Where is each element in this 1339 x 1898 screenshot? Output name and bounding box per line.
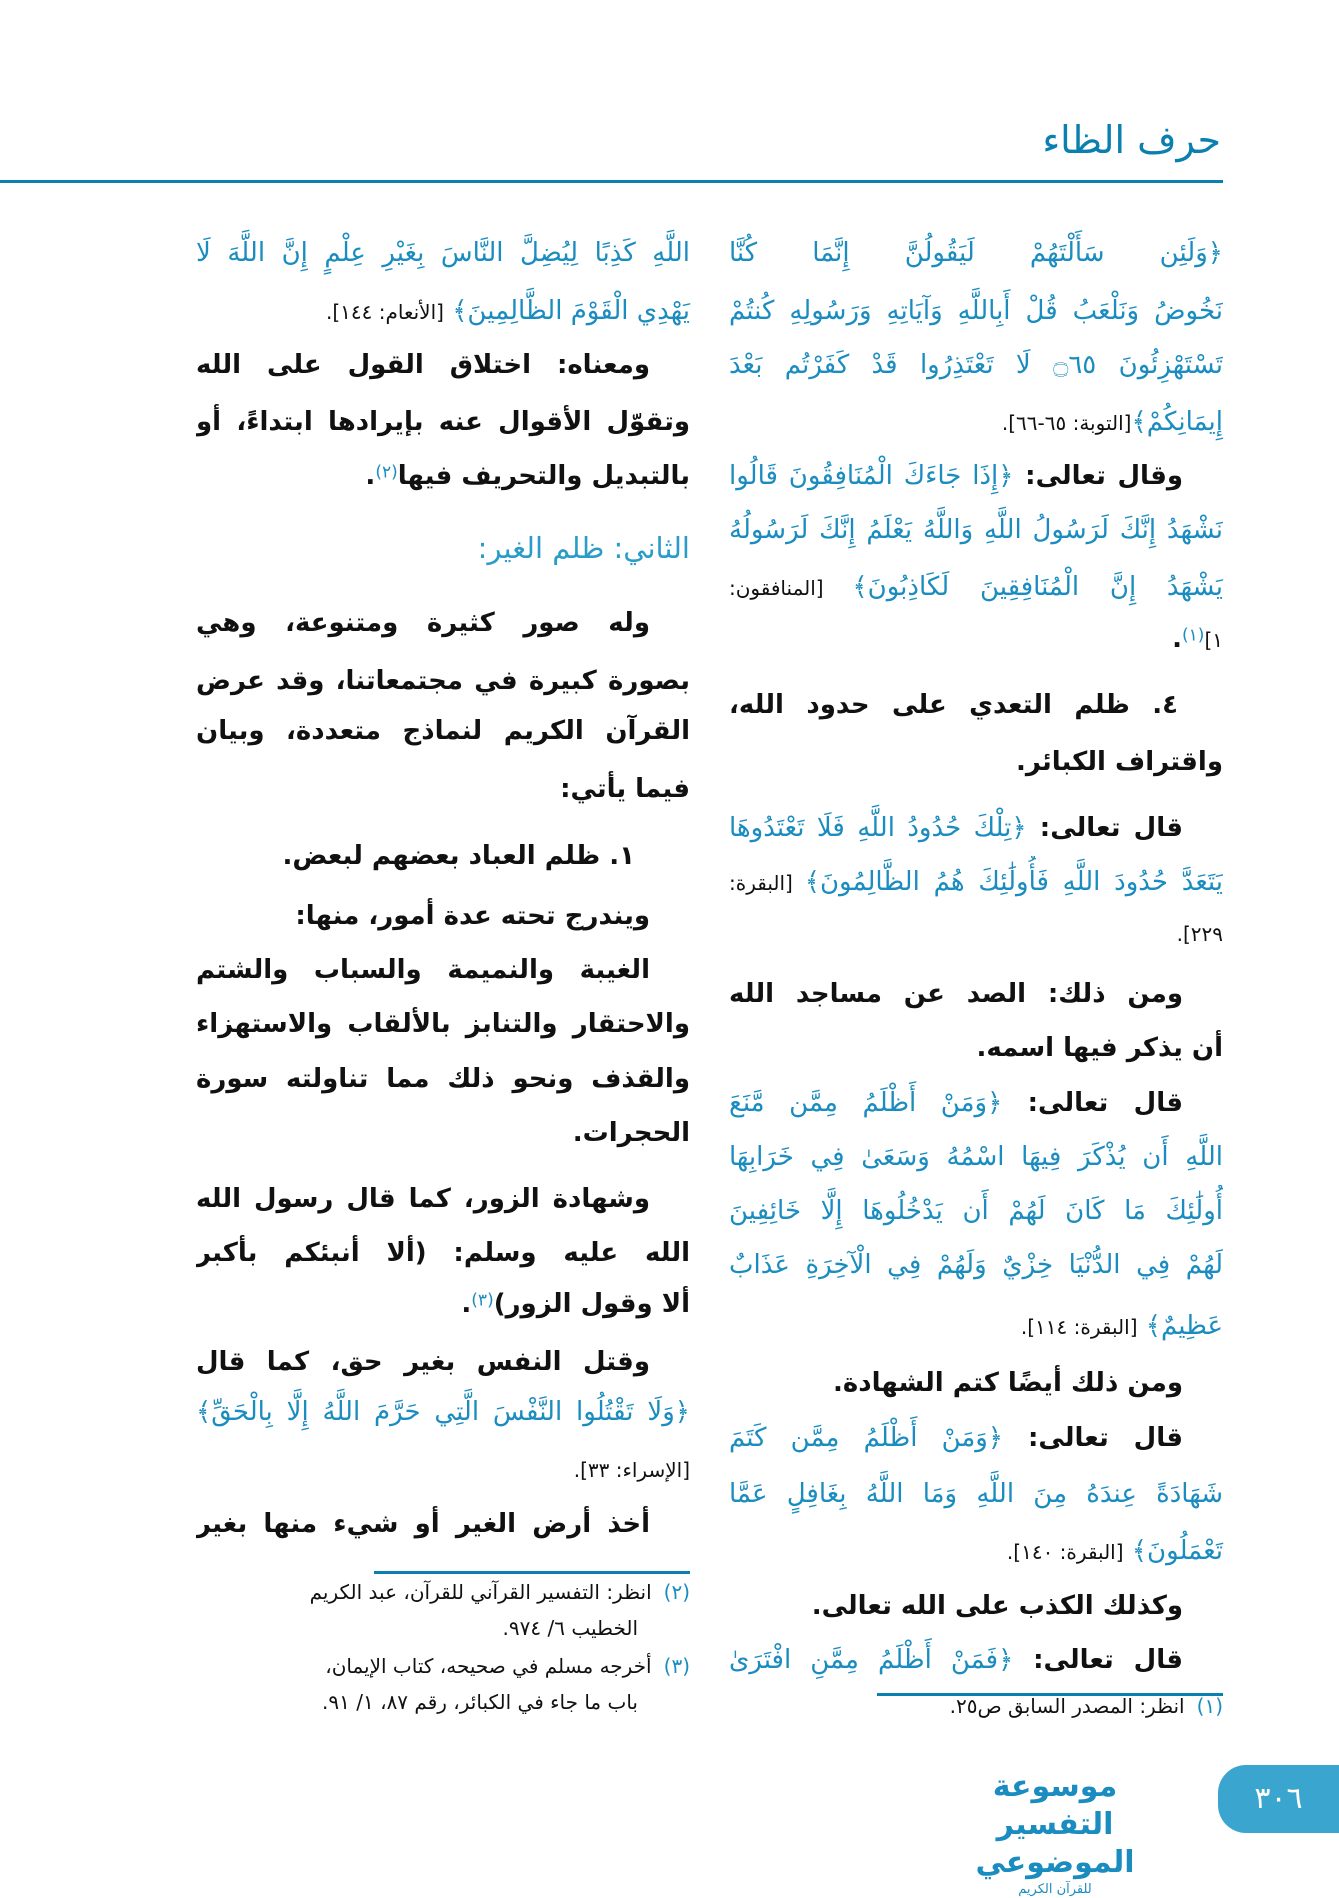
verse-reference: [البقرة: [729, 871, 805, 895]
quran-verse: تَسْتَهْزِئُونَ ۝٦٥ لَا تَعْتَذِرُوا قَدْ كَفَرْتُم بَعْدَ [729, 350, 1223, 380]
body-text: وقال تعالى: [1013, 461, 1184, 491]
body-text: . [461, 1289, 472, 1319]
body-text: فيما يأتي: [560, 774, 690, 804]
text-line [729, 450, 1223, 502]
text-line [196, 1107, 690, 1159]
quran-verse: اللَّهِ أَن يُذْكَرَ فِيهَا اسْمُهُ وَسَعَىٰ فِي خَرَابِهَا [729, 1142, 1223, 1172]
quran-verse: نَخُوضُ وَنَلْعَبُ قُلْ أَبِاللَّهِ وَآيَاتِهِ وَرَسُولِهِ كُنتُمْ [729, 296, 1223, 326]
footnote [950, 1689, 1223, 1723]
quran-verse: ﴿وَلَا تَقْتُلُوا النَّفْسَ الَّتِي حَرَّمَ اللَّهُ إِلَّا بِالْحَقِّ﴾ [196, 1397, 690, 1427]
body-text: أخذ أرض الغير أو شيء منها بغير [196, 1509, 650, 1539]
text-line [196, 285, 690, 337]
verse-reference: [البقرة: ١١٤]. [1020, 1315, 1138, 1339]
body-text: ومن ذلك: الصد عن مساجد الله [729, 979, 1183, 1009]
body-text: ويندرج تحته عدة أمور، منها: [295, 901, 650, 931]
quran-verse: أُولَٰئِكَ مَا كَانَ لَهُمْ أَن يَدْخُلُوهَا إِلَّا خَائِفِينَ [729, 1196, 1223, 1226]
footnote-marker: (٣) [471, 1290, 494, 1311]
footnote [310, 1575, 690, 1609]
footnote-text: الخطيب ٦/ ٩٧٤. [502, 1616, 638, 1640]
text-line [729, 1185, 1223, 1237]
text-line [196, 655, 690, 707]
text-line [729, 1580, 1223, 1632]
text-line [729, 504, 1223, 556]
verse-reference: ٢٢٩]. [1176, 922, 1223, 946]
body-text: . [365, 461, 376, 491]
body-text: ألا وقول الزور) [493, 1289, 690, 1319]
quran-verse: يَهْدِي الْقَوْمَ الظَّالِمِينَ﴾ [443, 296, 690, 326]
footnote-text: أخرجه مسلم في صحيحه، كتاب الإيمان، [325, 1654, 652, 1678]
quran-verse: يَشْهَدُ إِنَّ الْمُنَافِقِينَ لَكَاذِبُونَ﴾ [852, 572, 1223, 602]
text-line [729, 1300, 1223, 1352]
text-line [196, 1498, 690, 1550]
quran-verse: لَهُمْ فِي الدُّنْيَا خِزْيٌ وَلَهُمْ فِي الْآخِرَةِ عَذَابٌ [729, 1250, 1223, 1280]
quran-verse: نَشْهَدُ إِنَّكَ لَرَسُولُ اللَّهِ وَاللَّهُ يَعْلَمُ إِنَّكَ لَرَسُولُهُ [729, 515, 1223, 545]
body-text: الله عليه وسلم: (ألا أنبئكم بأكبر [196, 1238, 690, 1268]
body-text: قال تعالى: [1026, 813, 1184, 843]
text-line [196, 1336, 690, 1388]
text-line [729, 396, 1223, 448]
body-text: وقتل النفس بغير حق، كما قال [196, 1347, 650, 1377]
page-number: ٣٠٦ [1218, 1765, 1339, 1833]
quran-verse: عَظِيمٌ﴾ [1137, 1311, 1223, 1341]
text-line [729, 1634, 1223, 1686]
chapter-title: حرف الظاء [1042, 118, 1221, 162]
text-line [196, 830, 690, 882]
body-text: ٤. ظلم التعدي على حدود الله، [729, 690, 1178, 720]
verse-reference: [البقرة: ١٤٠]. [1006, 1540, 1124, 1564]
text-line [729, 227, 1223, 279]
text-line [729, 613, 1223, 665]
quran-verse: ﴿وَمَنْ أَظْلَمُ مِمَّن مَّنَعَ [729, 1088, 1003, 1118]
body-text: وشهادة الزور، كما قال رسول الله [196, 1184, 650, 1214]
logo-title: موسوعة التفسير الموضوعي [975, 1769, 1135, 1880]
footnote [325, 1649, 690, 1683]
logo-subtitle: للقرآن الكريم [1018, 1882, 1092, 1897]
text-line [196, 227, 690, 279]
quran-verse: شَهَادَةً عِندَهُ مِنَ اللَّهِ وَمَا اللَّهُ بِغَافِلٍ عَمَّا [729, 1479, 1223, 1509]
text-line [729, 339, 1223, 391]
text-line [729, 679, 1223, 731]
footnote [503, 1611, 638, 1645]
text-line [196, 339, 690, 391]
right-column [729, 0, 1223, 1890]
body-text: قال تعالى: [1003, 1423, 1183, 1453]
body-text: ١. ظلم العباد بعضهم لبعض. [282, 841, 635, 871]
quran-verse: ﴿إِذَا جَاءَكَ الْمُنَافِقُونَ قَالُوا [729, 461, 1014, 491]
encyclopedia-logo [930, 1768, 1180, 1898]
quran-verse: ﴿وَلَئِن سَأَلْتَهُمْ لَيَقُولُنَّ إِنَّمَا كُنَّا [729, 238, 1223, 268]
quran-verse: ﴿وَمَنْ أَظْلَمُ مِمَّن كَتَمَ [729, 1423, 1004, 1453]
text-line [196, 450, 690, 502]
text-line [729, 1525, 1223, 1577]
body-text: والاحتقار والتنابز بالألقاب والاستهزاء [196, 1009, 690, 1039]
body-text: القرآن الكريم لنماذج متعددة، وبيان [196, 716, 690, 746]
text-line [196, 944, 690, 996]
footnote-text: باب ما جاء في الكبائر، رقم ٨٧، ١/ ٩١. [322, 1690, 638, 1714]
footnote-number: (٣) [663, 1654, 690, 1678]
quran-verse: ﴿تِلْكَ حُدُودُ اللَّهِ فَلَا تَعْتَدُوهَا [729, 813, 1027, 843]
text-line [729, 1468, 1223, 1520]
text-line [729, 1077, 1223, 1129]
text-line [729, 285, 1223, 337]
footnote-marker: (٢) [375, 462, 398, 483]
footnote [322, 1685, 638, 1719]
text-line [196, 1053, 690, 1105]
body-text: بصورة كبيرة في مجتمعاتنا، وقد عرض [196, 666, 690, 696]
text-line [729, 968, 1223, 1020]
text-line [729, 1357, 1223, 1409]
text-line [196, 998, 690, 1050]
text-line [196, 1386, 690, 1438]
quran-verse: اللَّهِ كَذِبًا لِيُضِلَّ النَّاسَ بِغَيْرِ عِلْمٍ إِنَّ اللَّهَ لَا [196, 238, 690, 268]
text-line [729, 802, 1223, 854]
verse-reference: ١] [1204, 628, 1223, 652]
body-text: أن يذكر فيها اسمه. [976, 1033, 1223, 1063]
text-line [729, 736, 1223, 788]
verse-reference: [الإسراء: ٣٣]. [573, 1458, 690, 1482]
footnote-separator [374, 1571, 690, 1574]
body-text: وله صور كثيرة ومتنوعة، وهي [196, 608, 650, 638]
footnote-text: انظر: التفسير القرآني للقرآن، عبد الكريم [309, 1580, 652, 1604]
body-text: الغيبة والنميمة والسباب والشتم [196, 955, 650, 985]
text-line [729, 1239, 1223, 1291]
text-line [729, 908, 1223, 960]
text-line [196, 597, 690, 649]
footnote-number: (١) [1196, 1694, 1223, 1718]
footnote-marker: (١) [1182, 625, 1205, 646]
body-text: واقتراف الكبائر. [1015, 747, 1223, 777]
body-text: وكذلك الكذب على الله تعالى. [811, 1591, 1183, 1621]
footnote-number: (٢) [663, 1580, 690, 1604]
body-text: ومعناه: اختلاق القول على الله [196, 350, 650, 380]
quran-verse: إِيمَانِكُمْ﴾ [1131, 407, 1223, 437]
left-column [196, 0, 690, 1890]
verse-reference: [التوبة: ٦٥-٦٦]. [1001, 411, 1132, 435]
body-text: قال تعالى: [1013, 1645, 1183, 1675]
text-line [196, 396, 690, 448]
quran-verse: يَتَعَدَّ حُدُودَ اللَّهِ فَأُولَٰئِكَ هُمُ الظَّالِمُونَ﴾ [804, 867, 1223, 897]
body-text: بالتبديل والتحريف فيها [397, 461, 690, 491]
verse-reference: [الأنعام: ١٤٤]. [325, 300, 444, 324]
text-line [196, 890, 690, 942]
text-line [196, 1173, 690, 1225]
text-line [196, 1278, 690, 1330]
body-text: ومن ذلك أيضًا كتم الشهادة. [833, 1368, 1183, 1398]
text-line [196, 763, 690, 815]
text-line [196, 705, 690, 757]
verse-reference: [المنافقون: [729, 576, 853, 600]
text-line [196, 1444, 690, 1496]
quran-verse: تَعْمَلُونَ﴾ [1123, 1536, 1223, 1566]
footnote-text: انظر: المصدر السابق ص٢٥. [949, 1694, 1185, 1718]
text-line [729, 1131, 1223, 1183]
body-text: والقذف ونحو ذلك مما تناولته سورة [196, 1064, 690, 1094]
body-text: الحجرات. [572, 1118, 690, 1148]
text-line [196, 522, 690, 574]
text-line [729, 1022, 1223, 1074]
body-text: وتقوّل الأقوال عنه بإيرادها ابتداءً، أو [196, 407, 690, 437]
body-text: . [1172, 624, 1183, 654]
quran-verse: ﴿فَمَنْ أَظْلَمُ مِمَّنِ افْتَرَىٰ [729, 1645, 1014, 1675]
section-heading: الثاني: ظلم الغير: [477, 531, 690, 565]
body-text: قال تعالى: [1002, 1088, 1183, 1118]
text-line [196, 1227, 690, 1279]
text-line [729, 1412, 1223, 1464]
text-line [729, 561, 1223, 613]
text-line [729, 856, 1223, 908]
